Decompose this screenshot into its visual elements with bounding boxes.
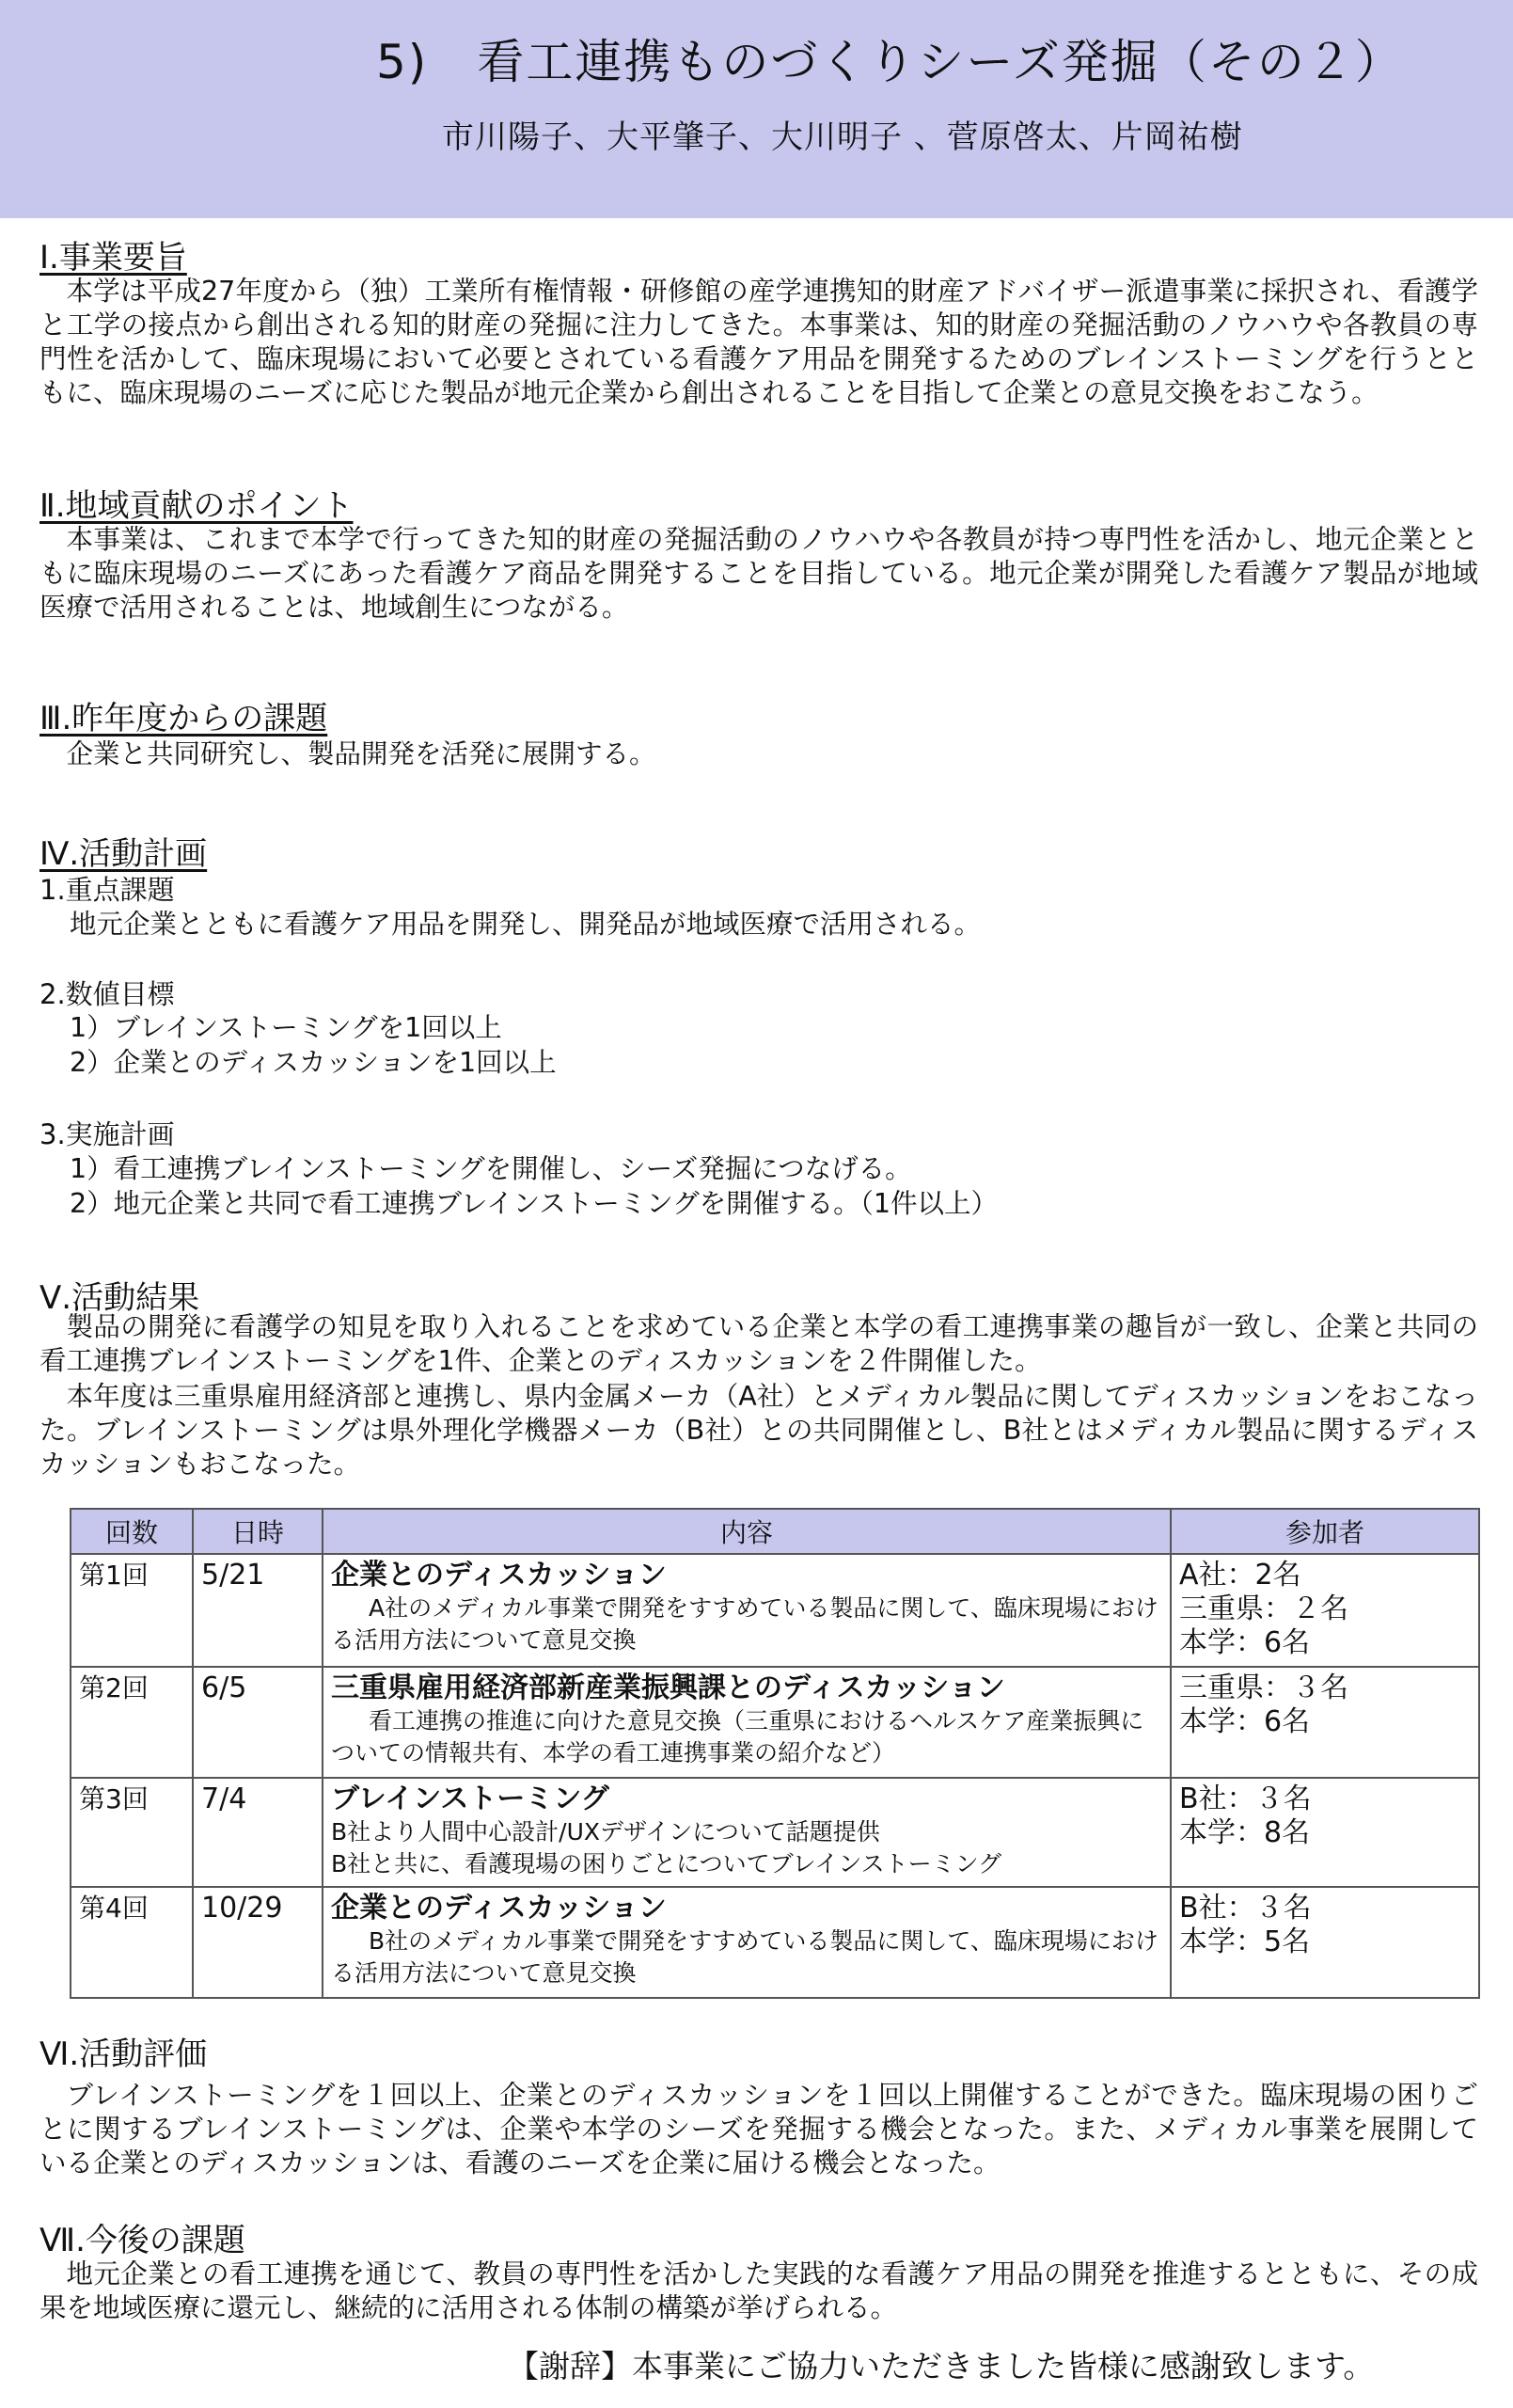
row-desc-line: B社と共に、看護現場の困りごとについてブレインストーミング	[331, 1850, 1002, 1877]
table-row	[71, 1667, 1479, 1778]
cell-participants	[1171, 1778, 1479, 1887]
cell-content	[323, 1887, 1171, 1998]
section-1-text: 本学は平成27年度から（独）工業所有権情報・研修館の産学連携知的財産アドバイザー派遣事業に採択され、看護学と工学の接点から創出される知的財産の発掘に注力してきた。本事業は、知的財産の発掘活動のノウハウや各教員の専門性を活かして、臨床現場において必要とされている看護ケア用品を開発するためのブレインストーミングを行うとともに、臨床現場のニーズに応じた製品が地元企業から創出されることを目指して企業との意見交換をおこなう。	[39, 276, 1478, 408]
section-1-heading: Ⅰ.事業要旨	[39, 239, 187, 277]
participant: B社：３名	[1179, 1892, 1312, 1925]
cell-content	[323, 1778, 1171, 1887]
cell-date: 5/21	[193, 1554, 323, 1667]
cell-count: 第1回	[71, 1554, 193, 1667]
participant: B社：３名	[1179, 1782, 1312, 1815]
participant: 三重県：２名	[1179, 1592, 1348, 1625]
acknowledgement: 【謝辞】本事業にご協力いただきました皆様に感謝致します。	[508, 2348, 1375, 2384]
cell-date: 6/5	[193, 1667, 323, 1778]
section-2-heading: Ⅱ.地域貢献のポイント	[39, 487, 354, 525]
section-4-sub2-item: 2）企業とのディスカッションを1回以上	[70, 1047, 557, 1078]
section-6-text: ブレインストーミングを１回以上、企業とのディスカッションを１回以上開催することができた。臨床現場の困りごとに関するブレインストーミングは、企業や本学のシーズを発掘する機会となった。また、メディカル事業を展開している企業とのディスカッションは、看護のニーズを企業に届ける機会となった。	[39, 2080, 1478, 2178]
section-3-heading: Ⅲ.昨年度からの課題	[39, 700, 328, 737]
participant: A社：2名	[1179, 1559, 1301, 1592]
section-3-text: 企業と共同研究し、製品開発を活発に展開する。	[66, 738, 656, 769]
cell-date: 7/4	[193, 1778, 323, 1887]
row-desc: 看工連携の推進に向けた意見交換（三重県におけるヘルスケア産業振興についての情報共有、本学の看工連携事業の紹介など）	[331, 1707, 1144, 1766]
participant: 三重県：３名	[1179, 1671, 1348, 1704]
col-header-participants: 参加者	[1171, 1509, 1479, 1554]
col-header-content: 内容	[323, 1509, 1171, 1554]
cell-participants	[1171, 1554, 1479, 1667]
section-7-text: 地元企業との看工連携を通じて、教員の専門性を活かした実践的な看護ケア用品の開発を推進するとともに、その成果を地域医療に還元し、継続的に活用される体制の構築が挙げられる。	[39, 2258, 1478, 2323]
row-desc: B社のメディカル事業で開発をすすめている製品に関して、臨床現場における活用方法について意見交換	[331, 1927, 1158, 1987]
cell-content	[323, 1667, 1171, 1778]
cell-content	[323, 1554, 1171, 1667]
cell-participants	[1171, 1667, 1479, 1778]
participant: 本学：6名	[1179, 1705, 1311, 1738]
row-desc: A社のメディカル事業で開発をすすめている製品に関して、臨床現場における活用方法について意見交換	[331, 1594, 1158, 1654]
row-desc-line: B社より人間中心設計/UXデザインについて話題提供	[331, 1818, 880, 1846]
section-4-heading: Ⅳ.活動計画	[39, 835, 208, 873]
section-4-sub3: 3.実施計画	[39, 1118, 175, 1150]
participant: 本学：5名	[1179, 1925, 1311, 1958]
section-4-sub3-item: 2）地元企業と共同で看工連携ブレインストーミングを開催する。（1件以上）	[70, 1188, 999, 1219]
authors: 市川陽子、大平肇子、大川明子 、菅原啓太、片岡祐樹	[442, 119, 1243, 156]
participant: 本学：8名	[1179, 1816, 1311, 1849]
section-7-heading: Ⅶ.今後の課題	[39, 2222, 245, 2259]
section-4-sub2: 2.数値目標	[39, 978, 175, 1010]
row-title: ブレインストーミング	[331, 1782, 609, 1815]
section-4-sub1-text: 地元企業とともに看護ケア用品を開発し、開発品が地域医療で活用される。	[70, 909, 982, 940]
table-header-row	[71, 1509, 1479, 1554]
activity-table	[70, 1508, 1480, 1999]
section-5-text-2: 本年度は三重県雇用経済部と連携し、県内金属メーカ（A社）とメディカル製品に関してディスカッションをおこなった。ブレインストーミングは県外理化学機器メーカ（B社）との共同開催とし、B社とはメディカル製品に関するディスカッションもおこなった。	[39, 1381, 1478, 1480]
page-title: 5) 看工連携ものづくりシーズ発掘（その２）	[376, 35, 1404, 89]
section-4-sub1: 1.重点課題	[39, 874, 175, 906]
section-4-sub2-item: 1）ブレインストーミングを1回以上	[70, 1012, 502, 1043]
table-row	[71, 1778, 1479, 1887]
header-band	[0, 0, 1513, 218]
cell-count: 第3回	[71, 1778, 193, 1887]
section-5-text-1: 製品の開発に看護学の知見を取り入れることを求めている企業と本学の看工連携事業の趣旨が一致し、企業と共同の看工連携ブレインストーミングを1件、企業とのディスカッションを２件開催した。	[39, 1311, 1478, 1376]
cell-count: 第4回	[71, 1887, 193, 1998]
section-6-heading: Ⅵ.活動評価	[39, 2036, 208, 2073]
section-2-text: 本事業は、これまで本学で行ってきた知的財産の発掘活動のノウハウや各教員が持つ専門性を活かし、地元企業とともに臨床現場のニーズにあった看護ケア商品を開発することを目指している。地元企業が開発した看護ケア製品が地域医療で活用されることは、地域創生につながる。	[39, 524, 1478, 623]
cell-participants	[1171, 1887, 1479, 1998]
section-4-sub3-item: 1）看工連携ブレインストーミングを開催し、シーズ発掘につなげる。	[70, 1153, 912, 1184]
cell-count: 第2回	[71, 1667, 193, 1778]
participant: 本学：6名	[1179, 1626, 1311, 1659]
col-header-count: 回数	[71, 1509, 193, 1554]
row-title: 企業とのディスカッション	[331, 1892, 667, 1925]
cell-date: 10/29	[193, 1887, 323, 1998]
table-row	[71, 1887, 1479, 1998]
table-row	[71, 1554, 1479, 1667]
section-5-heading: Ⅴ.活動結果	[39, 1279, 200, 1317]
col-header-date: 日時	[193, 1509, 323, 1554]
row-title: 三重県雇用経済部新産業振興課とのディスカッション	[331, 1671, 1005, 1704]
row-title: 企業とのディスカッション	[331, 1559, 667, 1592]
